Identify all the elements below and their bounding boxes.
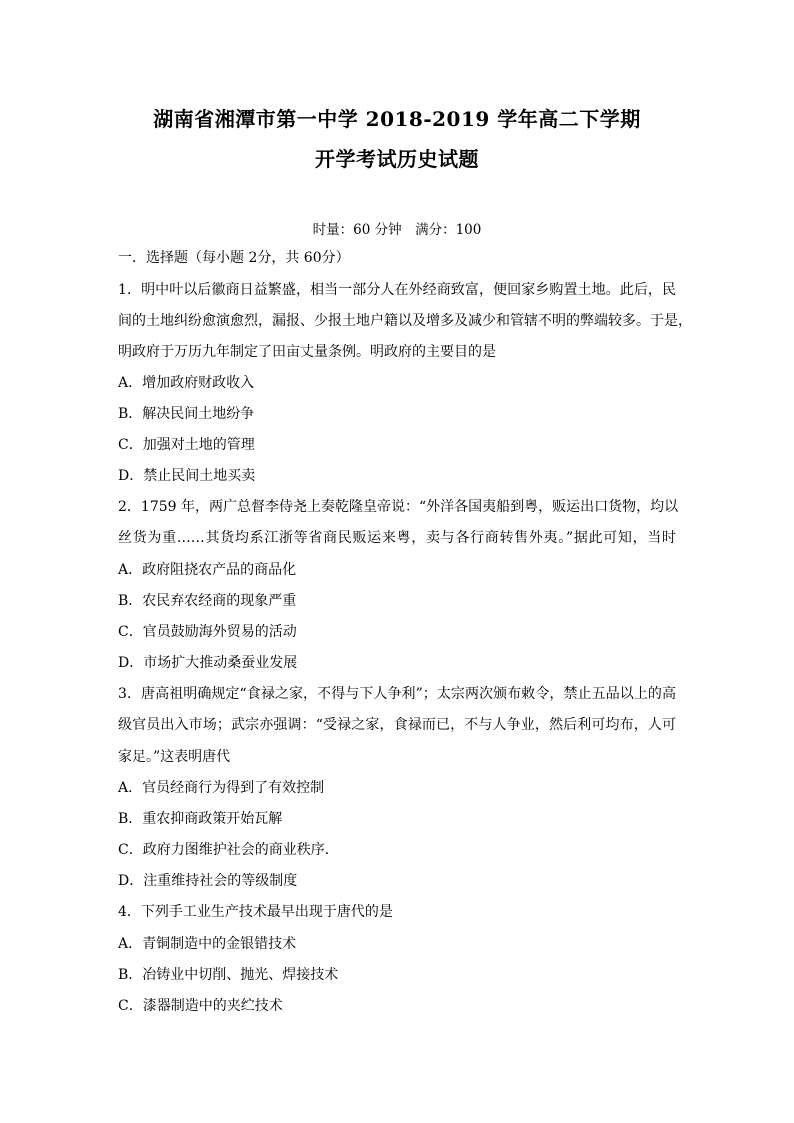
question-1-option-b: B．解决民间土地纷争 [118,406,255,422]
question-1-stem-line-2: 间的土地纠纷愈演愈烈，漏报、少报土地户籍以及增多及减少和管辖不明的弊端较多。于是， [118,313,692,329]
exam-title-line-2: 开学考试历史试题 [315,147,479,171]
question-3-stem-line-2: 级官员出入市场；武宗亦强调：“受禄之家，食禄而已，不与人争业，然后利可均布，人可 [118,717,676,733]
exam-title-line-1: 湖南省湘潭市第一中学 2018-2019 学年高二下学期 [153,107,641,131]
question-2-option-c: C．官员鼓励海外贸易的活动 [118,624,297,640]
question-1-option-a: A．增加政府财政收入 [118,375,255,391]
question-4-option-a: A．青铜制造中的金银错技术 [118,936,297,952]
question-3-option-b: B．重农抑商政策开始瓦解 [118,811,283,827]
question-3-stem-line-3: 家足。”这表明唐代 [118,749,231,765]
question-4-option-c: C．漆器制造中的夹纻技术 [118,998,283,1014]
question-1-option-d: D．禁止民间土地买卖 [118,468,256,484]
question-2-option-a: A．政府阻挠农产品的商品化 [118,562,297,578]
question-3-option-a: A．官员经商行为得到了有效控制 [118,780,325,796]
question-4-option-b: B．冶铸业中切削、抛光、焊接技术 [118,967,339,983]
question-4-stem-line-1: 4．下列手工业生产技术最早出现于唐代的是 [118,904,393,920]
section-heading: 一．选择题（每小题 2分，共 60分） [118,250,350,266]
exam-meta: 时量：60 分钟 满分：100 [312,222,482,238]
question-3-stem-line-1: 3．唐高祖明确规定“食禄之家，不得与下人争利”；太宗两次颁布敕令，禁止五品以上的高 [118,686,676,702]
question-3-option-c: C．政府力图维护社会的商业秩序. [118,842,330,858]
question-1-option-c: C．加强对土地的管理 [118,437,255,453]
question-2-option-b: B．农民弃农经商的现象严重 [118,593,297,609]
question-2-stem-line-2: 丝货为重……其货均系江浙等省商民贩运来粤，卖与各行商转售外夷。”据此可知，当时 [118,530,676,546]
question-1-stem-line-1: 1．明中叶以后徽商日益繁盛，相当一部分人在外经商致富，便回家乡购置土地。此后，民 [118,282,676,298]
question-1-stem-line-3: 明政府于万历九年制定了田亩丈量条例。明政府的主要目的是 [118,344,496,360]
question-2-option-d: D．市场扩大推动桑蚕业发展 [118,655,298,671]
question-2-stem-line-1: 2．1759 年，两广总督李侍尧上奏乾隆皇帝说：“外洋各国夷船到粤，贩运出口货物，均以 [118,499,679,515]
question-3-option-d: D．注重维持社会的等级制度 [118,873,298,889]
